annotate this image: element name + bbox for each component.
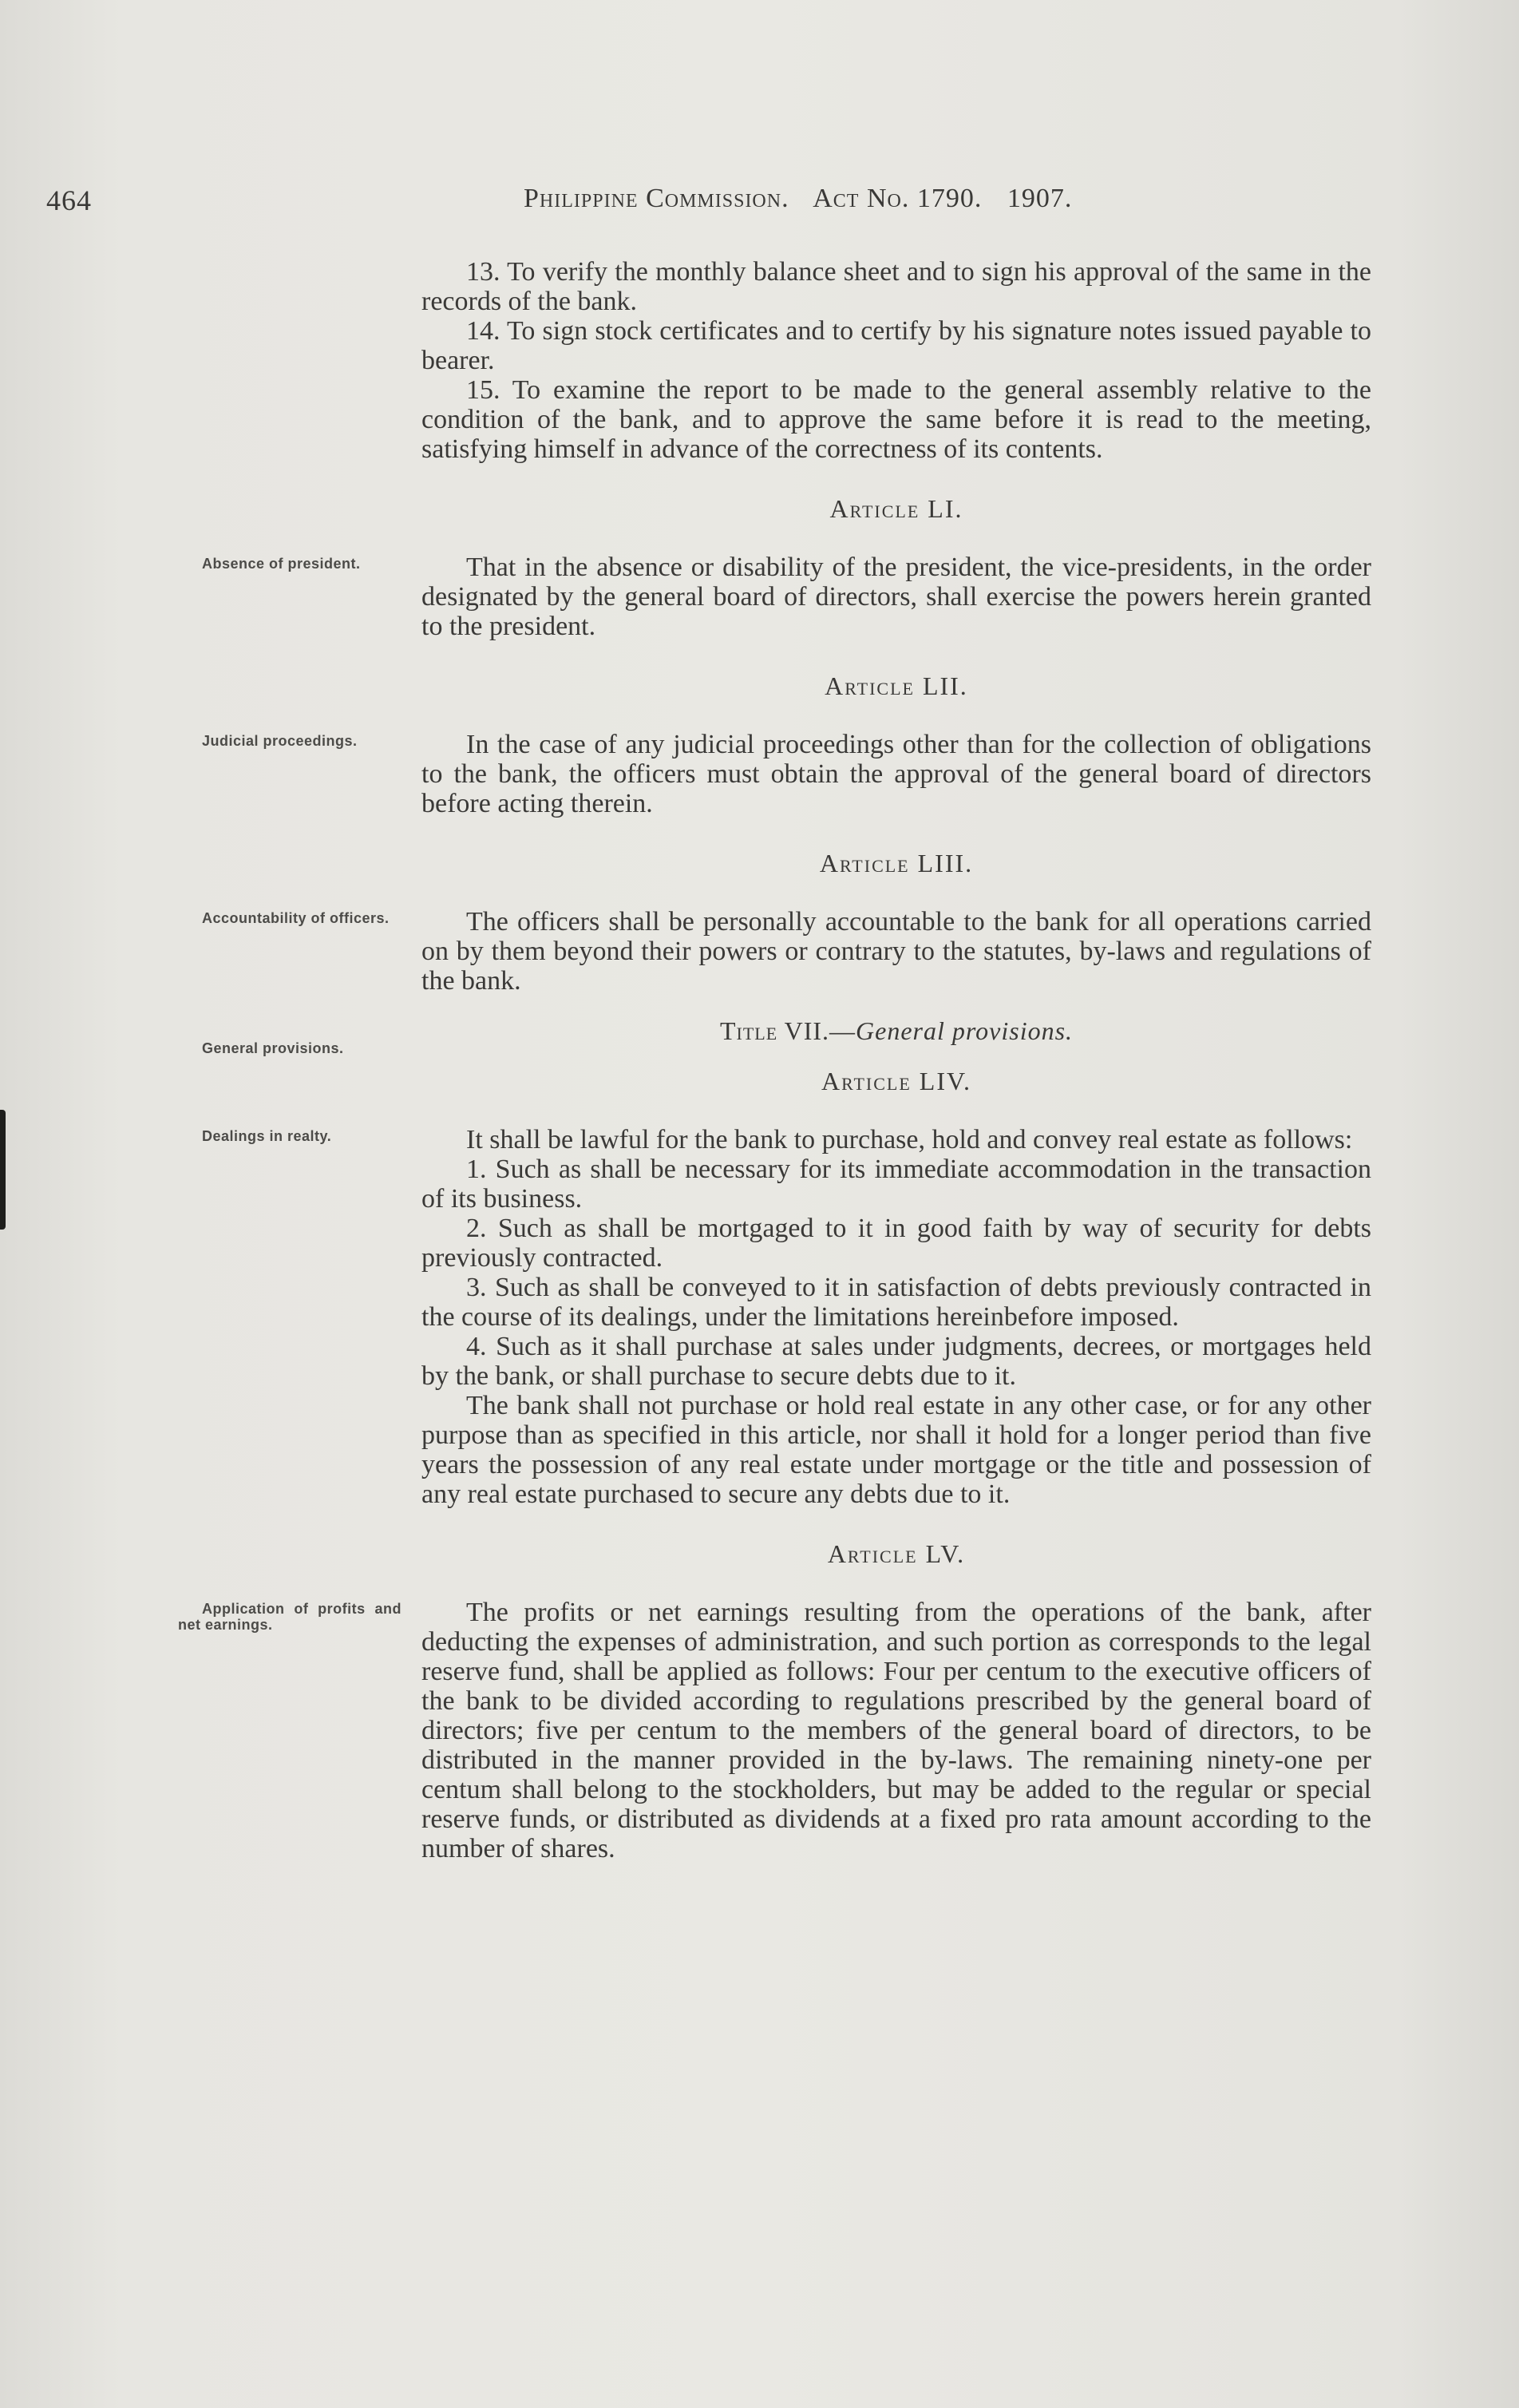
running-head-year: 1907. <box>1007 184 1073 213</box>
article-heading-54: Article LIV. <box>821 1067 971 1095</box>
paragraph: 14. To sign stock certificates and to certify by his signature notes issued payable to bearer. <box>421 316 1371 375</box>
title-label: Title VII.— <box>719 1016 856 1045</box>
article-52 <box>202 730 1371 818</box>
paragraph: The officers shall be personally accountable to the bank for all operations carried on by them beyond their powers or contrary to the statutes, by-laws and regulations of the bank. <box>421 907 1371 996</box>
running-head-act: Act No. 1790. <box>813 184 983 213</box>
margin-note: Application of profits and net earnings. <box>178 1601 402 1633</box>
article-heading-53: Article LIII. <box>819 849 974 877</box>
article-heading-55: Article LV. <box>827 1539 966 1568</box>
paragraph: In the case of any judicial proceedings other than for the collection of obligations to the bank, the officers must obtain the approval of the general board of directors before acting therein. <box>421 730 1371 818</box>
paragraph: 3. Such as shall be conveyed to it in satisfaction of debts previously contracted in the course of its dealings, under the limitations hereinbefore imposed. <box>421 1273 1371 1332</box>
margin-note: Absence of president. <box>202 556 361 572</box>
margin-note: General provisions. <box>202 1040 344 1056</box>
page-body <box>178 257 1371 1863</box>
article-54 <box>202 1125 1371 1509</box>
paragraph: It shall be lawful for the bank to purchase, hold and convey real estate as follows: <box>466 1125 1353 1154</box>
title-vii <box>202 1016 1371 1056</box>
paragraph: The profits or net earnings resulting from the operations of the bank, after deducting the expenses of administration, and such portion as corresponds to the legal reserve fund, shall be applied as follows: Four per centum to the executive officers of the bank to be divided according to regulations prescribed by the general board of directors; five per centum to the members of the general board of directors, to be distributed in the manner provided in the by-laws. The remaining ninety-one per centum shall belong to the stockholders, but may be added to the regular or special reserve funds, or distributed as dividends at a fixed pro rata amount according to the number of shares. <box>421 1598 1371 1863</box>
article-51 <box>202 552 1371 641</box>
binding-shadow <box>0 1110 6 1230</box>
paragraph: 13. To verify the monthly balance sheet and to sign his approval of the same in the records of the bank. <box>421 257 1371 316</box>
margin-note: Accountability of officers. <box>202 910 390 926</box>
paragraph: 2. Such as shall be mortgaged to it in good faith by way of security for debts previously contracted. <box>421 1214 1371 1273</box>
page-number: 464 <box>46 184 92 216</box>
article-heading-52: Article LII. <box>825 671 968 700</box>
paragraph: 15. To examine the report to be made to the general assembly relative to the condition of the bank, and to approve the same before it is read to the meeting, satisfying himself in advance of the correctness of its contents. <box>421 375 1371 464</box>
paragraph: 1. Such as shall be necessary for its immediate accommodation in the transaction of its business. <box>421 1154 1371 1214</box>
article-55 <box>178 1598 1371 1863</box>
article-heading-51: Article LI. <box>829 494 963 523</box>
paragraph: That in the absence or disability of the president, the vice-presidents, in the order designated by the general board of directors, shall exercise the powers herein granted to the president. <box>421 552 1371 641</box>
title-subject: General provisions. <box>856 1016 1074 1045</box>
margin-note: Judicial proceedings. <box>202 733 358 749</box>
paragraph: 4. Such as it shall purchase at sales under judgments, decrees, or mortgages held by the bank, or shall purchase to secure debts due to it. <box>421 1332 1371 1391</box>
running-head-title: Philippine Commission. <box>524 184 789 213</box>
intro-section <box>421 257 1371 464</box>
margin-note: Dealings in realty. <box>202 1128 332 1144</box>
paragraph: The bank shall not purchase or hold real estate in any other case, or for any other purpose than as specified in this article, nor shall it hold for a longer period than five years the possession of any real estate under mortgage or the title and possession of any real estate purchased to secure any debts due to it. <box>421 1391 1371 1509</box>
running-head <box>524 184 1090 214</box>
title-heading <box>421 1016 1371 1046</box>
article-53 <box>202 907 1371 996</box>
